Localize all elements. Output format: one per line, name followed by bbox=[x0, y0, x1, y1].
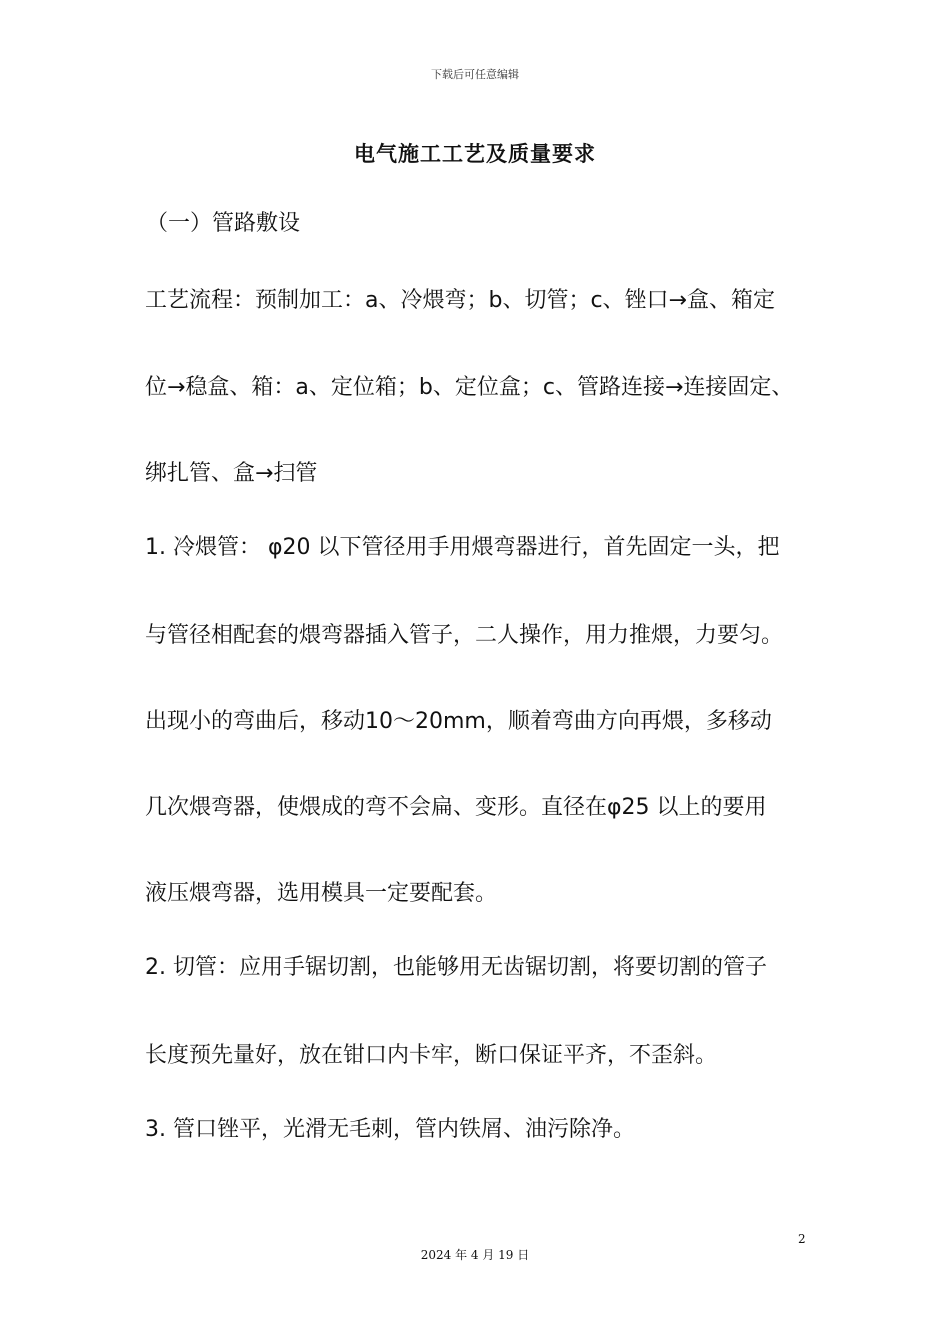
item3-line-1: 3. 管口锉平，光滑无毛刺，管内铁屑、油污除净。 bbox=[145, 1117, 635, 1142]
process-line-3: 绑扎管、盒→扫管 bbox=[145, 461, 318, 486]
section-heading: （一）管路敷设 bbox=[146, 211, 301, 236]
item1-line-2: 与管径相配套的煨弯器插入管子，二人操作，用力推煨，力要匀。 bbox=[145, 623, 784, 648]
item1-line-1: 1. 冷煨管： φ20 以下管径用手用煨弯器进行，首先固定一头，把 bbox=[145, 535, 780, 560]
item1-line-4: 几次煨弯器，使煨成的弯不会扁、变形。直径在φ25 以上的要用 bbox=[145, 795, 767, 820]
footer-date: 2024 年 4 月 19 日 bbox=[420, 1248, 530, 1262]
document-title: 电气施工工艺及质量要求 bbox=[354, 142, 596, 166]
item1-line-3: 出现小的弯曲后，移动10～20mm，顺着弯曲方向再煨，多移动 bbox=[145, 709, 772, 734]
process-line-1: 工艺流程：预制加工：a、冷煨弯；b、切管；c、锉口→盒、箱定 bbox=[145, 288, 775, 313]
item2-line-2: 长度预先量好，放在钳口内卡牢，断口保证平齐，不歪斜。 bbox=[145, 1043, 718, 1068]
process-line-2: 位→稳盒、箱：a、定位箱；b、定位盒；c、管路连接→连接固定、 bbox=[145, 375, 794, 400]
page-header-note: 下载后可任意编辑 bbox=[431, 68, 519, 81]
item2-line-1: 2. 切管：应用手锯切割，也能够用无齿锯切割，将要切割的管子 bbox=[145, 955, 767, 980]
page-number: 2 bbox=[798, 1232, 806, 1246]
item1-line-5: 液压煨弯器，选用模具一定要配套。 bbox=[145, 881, 498, 906]
